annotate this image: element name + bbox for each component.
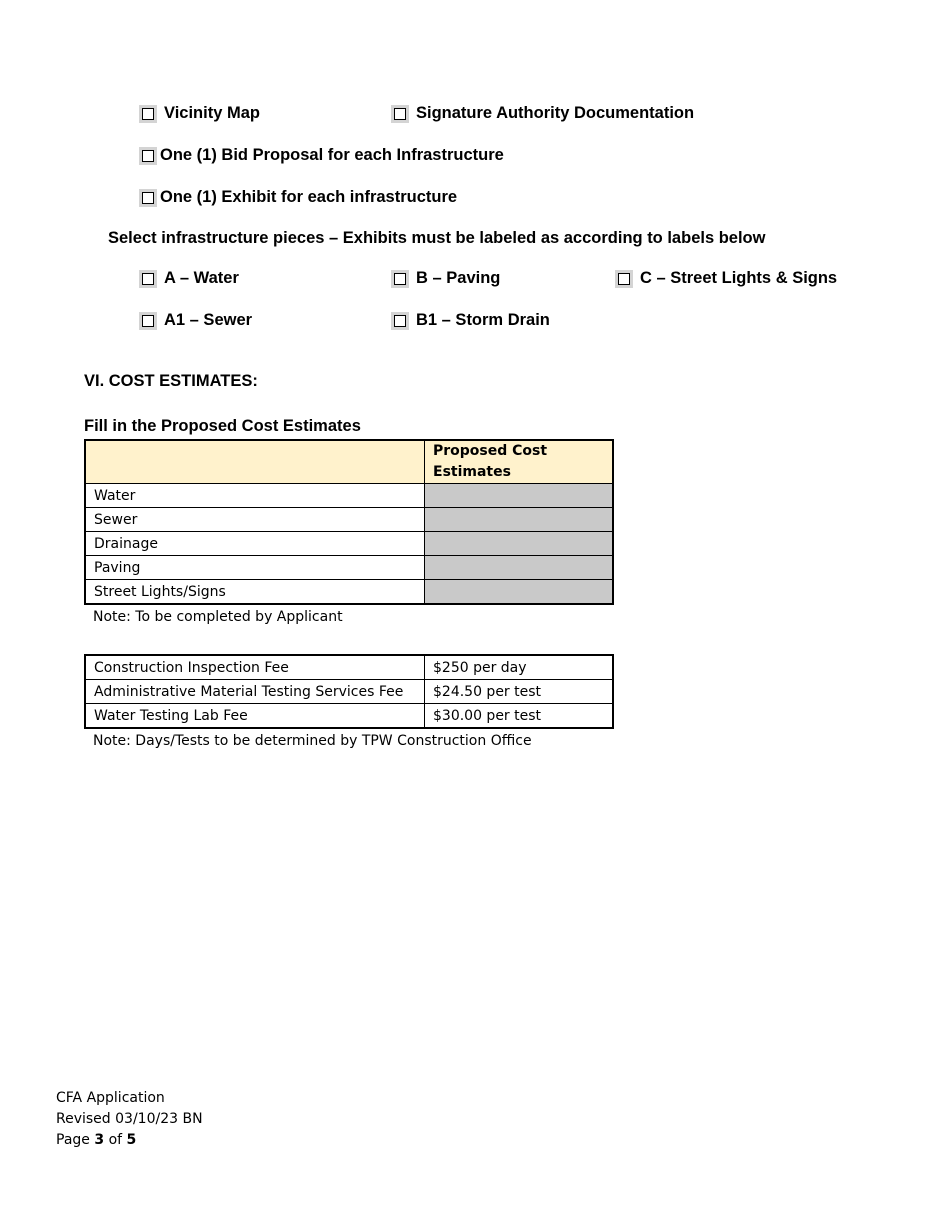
signature-authority-checkbox[interactable] (391, 105, 409, 123)
row-label-water: Water (85, 484, 425, 508)
table-row (85, 508, 613, 532)
exhibit-label: One (1) Exhibit for each infrastructure (160, 188, 458, 206)
table-row (85, 580, 613, 605)
footer-revised: Revised 03/10/23 BN (56, 1111, 203, 1127)
page-total: 5 (126, 1132, 137, 1148)
table-row (85, 556, 613, 580)
footer-title: CFA Application (56, 1090, 165, 1106)
page-prefix: Page (56, 1132, 90, 1148)
fee-value: $30.00 per test (425, 704, 614, 729)
street-lights-cost-input[interactable] (425, 580, 614, 605)
bid-proposal-checkbox[interactable] (139, 147, 157, 165)
vicinity-map-label: Vicinity Map (164, 104, 260, 122)
infrastructure-instruction: Select infrastructure pieces – Exhibits must be labeled as according to labels below (108, 229, 766, 247)
row-label-paving: Paving (85, 556, 425, 580)
table-row (85, 704, 613, 729)
cost-estimates-table (84, 439, 614, 605)
b1-storm-drain-checkbox[interactable] (391, 312, 409, 330)
b-paving-checkbox[interactable] (391, 270, 409, 288)
row-label-sewer: Sewer (85, 508, 425, 532)
fee-label: Water Testing Lab Fee (85, 704, 425, 729)
sewer-cost-input[interactable] (425, 508, 614, 532)
a1-sewer-label: A1 – Sewer (164, 311, 253, 329)
header-blank-cell (85, 440, 425, 484)
signature-authority-label: Signature Authority Documentation (416, 104, 695, 122)
row-label-street-lights: Street Lights/Signs (85, 580, 425, 605)
fees-table (84, 654, 614, 729)
paving-cost-input[interactable] (425, 556, 614, 580)
cost-estimates-heading: VI. COST ESTIMATES: (84, 372, 258, 390)
page-current: 3 (94, 1132, 105, 1148)
footer-page-number (56, 1130, 203, 1151)
table-row (85, 532, 613, 556)
c-street-lights-checkbox[interactable] (615, 270, 633, 288)
page-footer (56, 1088, 203, 1151)
fee-value: $24.50 per test (425, 680, 614, 704)
page-of: of (108, 1132, 123, 1148)
b-paving-label: B – Paving (416, 269, 501, 287)
a-water-item[interactable] (139, 269, 239, 288)
bid-proposal-label: One (1) Bid Proposal for each Infrastructure (160, 146, 504, 164)
table-row (85, 655, 613, 680)
drainage-cost-input[interactable] (425, 532, 614, 556)
a1-sewer-item[interactable] (139, 311, 252, 330)
b-paving-item[interactable] (391, 269, 500, 288)
c-street-lights-item[interactable] (615, 269, 837, 288)
proposed-cost-header: Proposed Cost Estimates (425, 440, 614, 484)
cost-estimates-subheading: Fill in the Proposed Cost Estimates (84, 417, 361, 435)
a-water-label: A – Water (164, 269, 239, 287)
fee-label: Construction Inspection Fee (85, 655, 425, 680)
cost-estimates-note: Note: To be completed by Applicant (93, 609, 343, 625)
fee-value: $250 per day (425, 655, 614, 680)
b1-storm-drain-item[interactable] (391, 311, 550, 330)
water-cost-input[interactable] (425, 484, 614, 508)
signature-authority-item[interactable] (391, 104, 694, 123)
a1-sewer-checkbox[interactable] (139, 312, 157, 330)
bid-proposal-item[interactable] (139, 146, 504, 165)
table-row (85, 680, 613, 704)
a-water-checkbox[interactable] (139, 270, 157, 288)
b1-storm-drain-label: B1 – Storm Drain (416, 311, 550, 329)
table-row (85, 484, 613, 508)
row-label-drainage: Drainage (85, 532, 425, 556)
fees-note: Note: Days/Tests to be determined by TPW Construction Office (93, 733, 532, 749)
fee-label: Administrative Material Testing Services Fee (85, 680, 425, 704)
cost-estimates-header-row (85, 440, 613, 484)
c-street-lights-label: C – Street Lights & Signs (640, 269, 838, 287)
vicinity-map-item[interactable] (139, 104, 260, 123)
exhibit-checkbox[interactable] (139, 189, 157, 207)
vicinity-map-checkbox[interactable] (139, 105, 157, 123)
exhibit-item[interactable] (139, 188, 457, 207)
